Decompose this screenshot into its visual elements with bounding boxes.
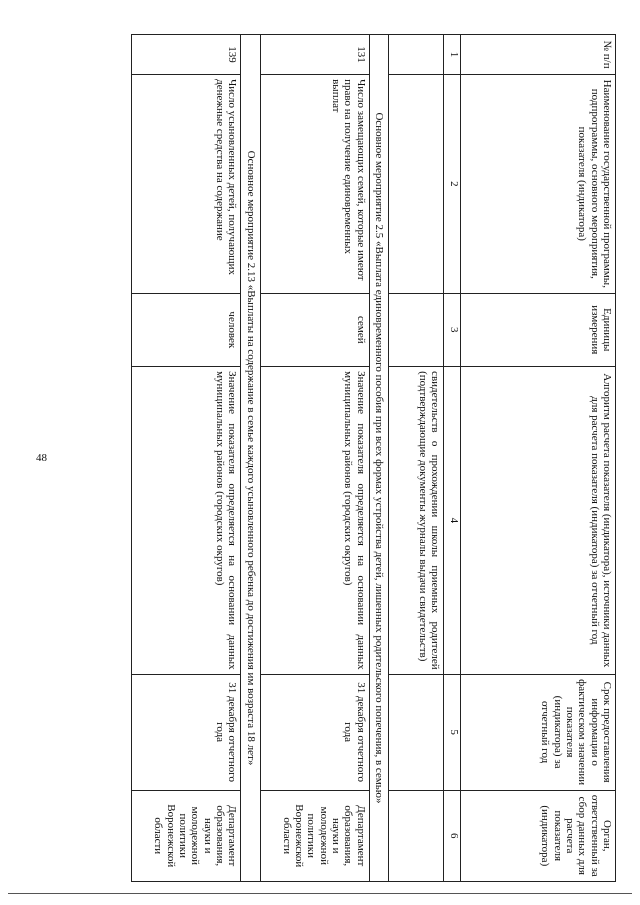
section-header [369, 35, 388, 882]
row-unit: семей [260, 293, 369, 367]
column-number: 1 [444, 35, 461, 75]
row-deadline: 31 декабря отчетного года [132, 674, 241, 790]
row-deadline: 31 декабря отчетного года [260, 674, 369, 790]
column-number: 4 [444, 367, 461, 675]
header-algorithm: Алгоритм расчета показателя (индикатора), источники данных для расчета показателя (индикатора) за отчетный год [461, 367, 616, 675]
continuation-row [389, 35, 444, 882]
page-bottom-rule [8, 893, 632, 894]
header-row [461, 35, 616, 882]
rotated-table-container [31, 34, 616, 882]
table-row [260, 35, 369, 882]
row-algorithm: Значение показателя определяется на основании данных муниципальных районов (городских округов) [132, 367, 241, 675]
row-name: Число усыновленных детей, получающих денежные средства на содержание [132, 75, 241, 293]
column-number-row [444, 35, 461, 882]
table-row [132, 35, 241, 882]
column-number: 6 [444, 790, 461, 881]
section-title: Основное мероприятие 2.5 «Выплата единовременного пособия при всех формах устройства детей, лишенных родительского попечения, в семью» [369, 35, 388, 882]
page-number: 48 [36, 452, 47, 464]
header-deadline: Срок предоставления информации о фактическом значении показателя (индикатора) за отчетный год [461, 674, 616, 790]
row-authority: Департамент образования, науки и молодежной политики Воронежской области [260, 790, 369, 881]
continuation-text: свидетельств о прохождении школы приемных родителей (подтверждающие документы журналы выдачи свидетельств) [389, 367, 444, 675]
header-authority: Орган, ответственный за сбор данных для расчета показателя (индикатора) [461, 790, 616, 881]
row-name: Число замещающих семей, которые имеют право на получение единовременных выплат [260, 75, 369, 293]
row-unit: человек [132, 293, 241, 367]
header-unit: Единицы измерения [461, 293, 616, 367]
row-authority: Департамент образования, науки и молодежной политики Воронежской области [132, 790, 241, 881]
section-header [241, 35, 260, 882]
row-number: 139 [132, 35, 241, 75]
column-number: 5 [444, 674, 461, 790]
row-algorithm: Значение показателя определяется на основании данных муниципальных районов (городских округов) [260, 367, 369, 675]
indicators-table [131, 34, 616, 882]
column-number: 3 [444, 293, 461, 367]
column-number: 2 [444, 75, 461, 293]
header-name: Наименование государственной программы, подпрограммы, основного мероприятия, показателя (индикатора) [461, 75, 616, 293]
row-number: 131 [260, 35, 369, 75]
section-title: Основное мероприятие 2.13 «Выплаты на содержание в семье каждого усыновленного ребенка до достижения им возраста 18 лет» [241, 35, 260, 882]
header-num: № п/п [461, 35, 616, 75]
